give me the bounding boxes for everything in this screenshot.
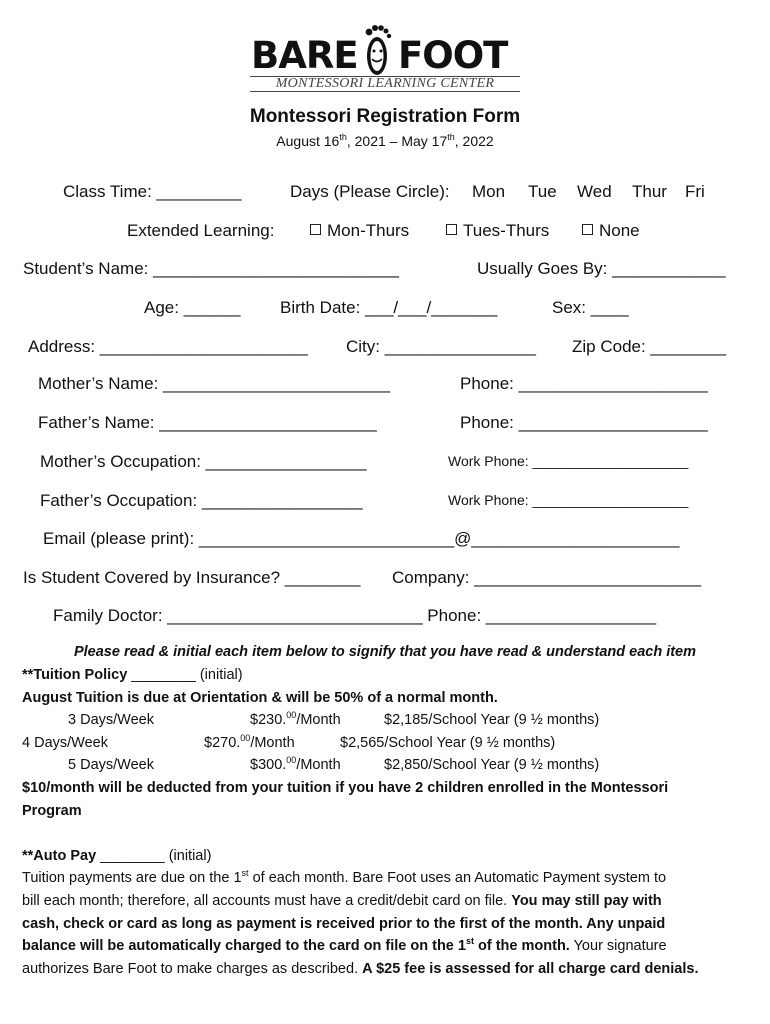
email-field[interactable]: Email (please print): ___________________________@______________________ bbox=[43, 529, 680, 548]
mother-work-phone-field[interactable]: Work Phone: ____________________ bbox=[448, 453, 689, 469]
father-work-phone-field[interactable]: Work Phone: ____________________ bbox=[448, 492, 689, 508]
auto-pay-text-line: Tuition payments are due on the 1st of each month. Bare Foot uses an Automatic Payment system to bbox=[22, 868, 667, 887]
option-tues-thurs[interactable]: Tues-Thurs bbox=[446, 221, 549, 241]
father-name-field[interactable]: Father’s Name: _______________________ bbox=[38, 413, 377, 432]
rate-row: 3 Days/Week $230.00/Month $2,185/School Year (9 ½ months) bbox=[68, 710, 600, 729]
option-none[interactable]: None bbox=[582, 221, 640, 241]
city-field[interactable]: City: ________________ bbox=[346, 337, 536, 356]
tuition-policy-heading[interactable]: **Tuition Policy ________ (initial) bbox=[22, 667, 243, 683]
insurance-field[interactable]: Is Student Covered by Insurance? ________ bbox=[23, 568, 361, 587]
bare-foot-logo bbox=[248, 22, 523, 94]
usually-goes-by-field[interactable]: Usually Goes By: ____________ bbox=[477, 259, 726, 278]
birth-date-field[interactable]: Birth Date: ___/___/_______ bbox=[280, 298, 498, 317]
sex-field[interactable]: Sex: ____ bbox=[552, 298, 629, 317]
father-phone-field[interactable]: Phone: ____________________ bbox=[460, 413, 708, 432]
instruction-text: Please read & initial each item below to signify that you have read & understand each item bbox=[73, 644, 697, 660]
day-wed[interactable]: Wed bbox=[577, 182, 612, 201]
logo-word-bare: BARE bbox=[251, 34, 358, 77]
logo-word-foot: FOOT bbox=[398, 34, 508, 77]
page-title: Montessori Registration Form bbox=[249, 106, 521, 127]
day-tue[interactable]: Tue bbox=[528, 182, 557, 201]
checkbox-icon[interactable] bbox=[310, 224, 321, 235]
mother-occupation-field[interactable]: Mother’s Occupation: _________________ bbox=[40, 452, 367, 471]
rate-row: 5 Days/Week $300.00/Month $2,850/School Year (9 ½ months) bbox=[68, 755, 600, 774]
day-fri[interactable]: Fri bbox=[685, 182, 705, 201]
auto-pay-text-line: bill each month; therefore, all accounts must have a credit/debit card on file. You may still pay with bbox=[22, 892, 662, 909]
checkbox-icon[interactable] bbox=[582, 224, 593, 235]
date-range: August 16th, 2021 – May 17th, 2022 bbox=[276, 132, 494, 149]
auto-pay-text-line: authorizes Bare Foot to make charges as described. A $25 fee is assessed for all charge card denials. bbox=[22, 960, 699, 977]
day-thur[interactable]: Thur bbox=[632, 182, 667, 201]
father-occupation-field[interactable]: Father’s Occupation: _________________ bbox=[40, 491, 363, 510]
checkbox-icon[interactable] bbox=[446, 224, 457, 235]
logo-subtitle: MONTESSORI LEARNING CENTER bbox=[250, 76, 520, 92]
rate-row: 4 Days/Week $270.00/Month $2,565/School Year (9 ½ months) bbox=[22, 732, 556, 751]
class-time-field[interactable]: Class Time: _________ bbox=[63, 182, 242, 201]
auto-pay-text-line: cash, check or card as long as payment is received prior to the first of the month. Any unpaid bbox=[22, 915, 666, 932]
auto-pay-text-line: balance will be automatically charged to the card on file on the 1st of the month. Your signature bbox=[22, 936, 667, 955]
tuition-policy-section bbox=[22, 664, 752, 980]
zip-code-field[interactable]: Zip Code: ________ bbox=[572, 337, 727, 356]
address-field[interactable]: Address: ______________________ bbox=[28, 337, 308, 356]
foot-icon bbox=[360, 22, 394, 78]
student-name-field[interactable]: Student’s Name: __________________________ bbox=[23, 259, 399, 278]
insurance-company-field[interactable]: Company: ________________________ bbox=[392, 568, 702, 587]
mother-name-field[interactable]: Mother’s Name: ________________________ bbox=[38, 374, 390, 393]
auto-pay-heading[interactable]: **Auto Pay ________ (initial) bbox=[22, 847, 212, 864]
extended-learning-label: Extended Learning: bbox=[127, 221, 275, 240]
days-label: Days (Please Circle): bbox=[290, 182, 450, 201]
sibling-discount-line-2: Program bbox=[22, 802, 82, 819]
family-doctor-field[interactable]: Family Doctor: ___________________________ Phone: __________________ bbox=[53, 606, 657, 625]
august-tuition-note: August Tuition is due at Orientation & will be 50% of a normal month. bbox=[22, 689, 498, 706]
sibling-discount-line: $10/month will be deducted from your tuition if you have 2 children enrolled in the Montessori bbox=[22, 779, 669, 796]
mother-phone-field[interactable]: Phone: ____________________ bbox=[460, 374, 708, 393]
age-field[interactable]: Age: ______ bbox=[144, 298, 241, 317]
option-mon-thurs[interactable]: Mon-Thurs bbox=[310, 221, 409, 241]
day-mon[interactable]: Mon bbox=[472, 182, 506, 201]
